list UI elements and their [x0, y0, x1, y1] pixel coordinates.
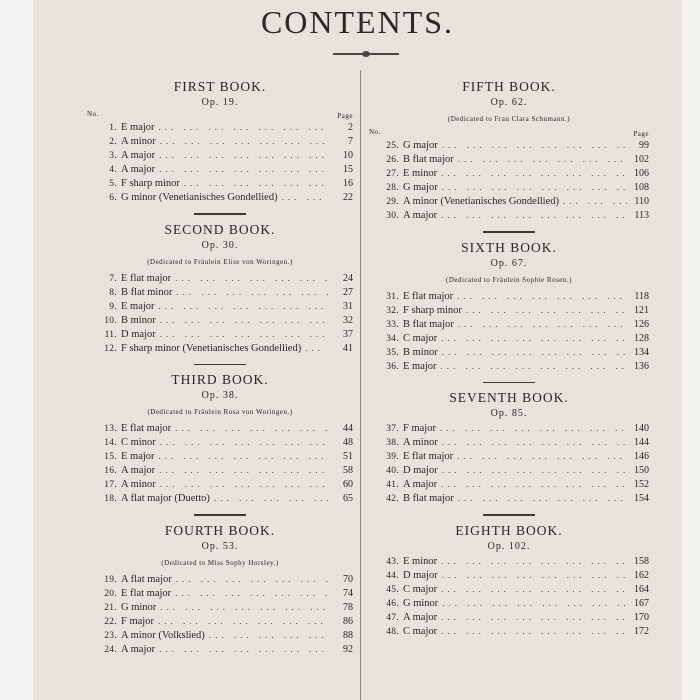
song-key: F sharp minor (Venetianisches Gondellied) — [121, 342, 302, 354]
song-number: 41. — [386, 480, 399, 490]
dot-leader — [155, 463, 331, 477]
page-heading: Page — [337, 112, 353, 120]
song-entry — [369, 449, 649, 463]
page-number: 106 — [634, 168, 649, 179]
dot-leader — [454, 317, 627, 331]
song-number: 24. — [104, 644, 117, 655]
page-number: 108 — [634, 182, 649, 193]
dot-leader — [155, 148, 331, 162]
song-number: 36. — [386, 361, 399, 372]
book-title: FIRST BOOK. — [173, 79, 267, 94]
song-entry — [87, 299, 353, 313]
page-number: 32 — [343, 314, 353, 326]
song-key: E flat major — [403, 451, 454, 462]
song-list — [369, 289, 649, 373]
page-number: 24 — [343, 272, 353, 284]
book-title: SIXTH BOOK. — [461, 239, 557, 255]
opus-number: Op. 30. — [201, 239, 239, 251]
song-key: F major — [403, 423, 436, 434]
page-number: 51 — [343, 451, 353, 462]
dot-leader — [154, 614, 331, 628]
dot-leader — [436, 421, 627, 435]
dot-leader — [180, 176, 331, 190]
song-entry — [369, 180, 649, 194]
dot-leader — [437, 359, 627, 373]
song-key: E major — [121, 300, 155, 312]
dot-leader — [210, 491, 331, 505]
dot-leader — [437, 166, 627, 180]
song-key: A major — [121, 164, 156, 175]
page-number: 126 — [634, 318, 649, 330]
song-key: F sharp minor — [121, 178, 180, 189]
page-number: 158 — [634, 555, 649, 567]
song-number: 47. — [386, 612, 399, 623]
song-number: 38. — [386, 438, 399, 448]
song-number: 35. — [386, 347, 399, 358]
song-entry — [87, 313, 353, 327]
song-entry — [87, 477, 353, 491]
page-number: 102 — [634, 154, 649, 165]
song-number: 5. — [109, 179, 117, 189]
song-number: 48. — [386, 626, 399, 637]
song-entry — [369, 463, 649, 477]
book-section-3 — [87, 371, 353, 505]
book-separator-rule — [483, 382, 535, 384]
dot-leader — [438, 180, 627, 194]
page-number: 78 — [343, 601, 353, 613]
song-number: 9. — [109, 301, 117, 312]
page-number: 140 — [634, 423, 649, 434]
page-number: 48 — [343, 437, 353, 448]
song-key: E flat major — [403, 290, 454, 302]
page-number: 162 — [634, 569, 649, 581]
no-heading: No. — [369, 128, 381, 136]
no-heading: No. — [87, 110, 99, 118]
song-key: A minor (Volkslied) — [121, 629, 205, 641]
page-number: 154 — [634, 493, 649, 504]
page-number: 121 — [634, 304, 649, 316]
dot-leader — [156, 435, 331, 449]
page-number: 113 — [634, 210, 649, 221]
dot-leader — [438, 345, 627, 359]
book-section-4 — [87, 522, 353, 656]
book-separator-rule — [194, 514, 246, 516]
book-separator-rule — [483, 231, 535, 233]
song-key: A major — [121, 643, 156, 655]
song-entry — [87, 491, 353, 505]
song-list — [87, 572, 353, 656]
song-key: E minor — [403, 168, 438, 179]
song-entry — [369, 345, 649, 359]
book-section-8 — [369, 522, 649, 638]
page-number: 150 — [634, 465, 649, 476]
page-number: 136 — [634, 360, 649, 372]
song-entry — [369, 554, 649, 568]
dot-leader — [156, 134, 331, 148]
song-entry — [369, 491, 649, 505]
page-number: 74 — [343, 587, 353, 599]
song-entry — [87, 463, 353, 477]
book-title: THIRD BOOK. — [171, 372, 269, 387]
dot-leader — [559, 194, 627, 208]
song-number: 4. — [109, 165, 117, 175]
song-entry — [369, 194, 649, 208]
dot-leader — [155, 642, 331, 656]
song-entry — [369, 568, 649, 582]
book-section-5 — [369, 78, 649, 222]
song-key: B flat major — [403, 154, 454, 165]
book-section-2 — [87, 221, 353, 355]
opus-number: Op. 38. — [201, 390, 239, 401]
page-number: 170 — [634, 611, 649, 623]
dot-leader — [278, 190, 331, 204]
song-entry — [369, 331, 649, 345]
song-number: 14. — [104, 438, 117, 448]
song-key: A flat major — [121, 573, 172, 585]
page-number: 2 — [348, 122, 353, 133]
song-key: B flat major — [403, 318, 454, 330]
song-number: 27. — [386, 169, 399, 179]
page-number: 110 — [634, 196, 649, 207]
page-number: 144 — [634, 437, 649, 448]
page-number: 118 — [634, 290, 649, 302]
song-list — [87, 120, 353, 204]
dot-leader — [438, 435, 627, 449]
page-number: 10 — [343, 150, 353, 161]
song-key: F sharp minor — [403, 304, 462, 316]
song-number: 12. — [104, 343, 117, 354]
song-key: F major — [121, 615, 154, 627]
dot-leader — [155, 449, 331, 463]
dot-leader — [438, 138, 627, 152]
song-entry — [87, 271, 353, 285]
dot-leader — [437, 331, 627, 345]
book-title: FOURTH BOOK. — [164, 522, 276, 538]
dot-leader — [205, 628, 331, 642]
song-number: 16. — [104, 466, 117, 476]
song-number: 6. — [109, 193, 117, 203]
song-number: 25. — [386, 141, 399, 151]
song-list — [87, 421, 353, 505]
song-number: 21. — [104, 602, 117, 613]
dot-leader — [437, 208, 627, 222]
song-entry — [87, 421, 353, 435]
opus-number: Op. 102. — [487, 540, 531, 552]
song-number: 34. — [386, 333, 399, 344]
song-entry — [369, 166, 649, 180]
page-number: 164 — [634, 583, 649, 595]
song-key: B minor — [403, 346, 438, 358]
dedication: (Dedicated to Frau Clara Schumann.) — [447, 115, 571, 123]
song-key: C major — [403, 332, 438, 344]
song-key: E flat major — [121, 587, 172, 599]
song-key: D major — [403, 569, 438, 581]
song-key: A major — [121, 465, 156, 476]
page-number: 128 — [634, 332, 649, 344]
song-number: 11. — [104, 329, 117, 340]
song-key: A major — [403, 210, 438, 221]
page-number: 134 — [634, 346, 649, 358]
column-headings — [87, 110, 353, 120]
page-number: 15 — [343, 164, 353, 175]
dot-leader — [156, 313, 331, 327]
song-key: A minor — [403, 437, 438, 448]
song-list — [369, 138, 649, 222]
left-column — [87, 72, 353, 656]
song-entry — [87, 586, 353, 600]
song-entry — [87, 341, 353, 355]
song-key: A flat major (Duetto) — [121, 493, 210, 504]
song-entry — [87, 120, 353, 134]
song-number: 19. — [104, 574, 117, 585]
song-entry — [369, 596, 649, 610]
page-heading: Page — [633, 130, 649, 138]
song-entry — [87, 435, 353, 449]
dedication: (Dedicated to Miss Sophy Horsley.) — [161, 558, 279, 567]
dot-leader — [437, 477, 627, 491]
page-number: 41 — [343, 342, 353, 354]
page-margin-right — [682, 0, 700, 700]
song-entry — [369, 582, 649, 596]
dot-leader — [438, 463, 627, 477]
song-key: C major — [403, 583, 438, 595]
dot-leader — [438, 596, 627, 610]
dot-leader — [453, 449, 627, 463]
song-number: 37. — [386, 424, 399, 434]
song-entry — [369, 152, 649, 166]
song-entry — [87, 148, 353, 162]
song-entry — [369, 359, 649, 373]
song-entry — [87, 176, 353, 190]
song-key: C minor — [121, 437, 156, 448]
page-number: 7 — [348, 136, 353, 147]
song-entry — [87, 628, 353, 642]
song-number: 28. — [386, 183, 399, 193]
page-number: 99 — [639, 140, 649, 151]
page-number: 70 — [343, 573, 353, 585]
song-key: G major — [403, 182, 438, 193]
song-list — [369, 421, 649, 505]
book-title: SEVENTH BOOK. — [449, 390, 569, 405]
song-number: 43. — [386, 556, 399, 567]
dot-leader — [438, 568, 627, 582]
song-entry — [87, 162, 353, 176]
song-key: A major — [403, 479, 438, 490]
book-section-1 — [87, 78, 353, 204]
song-entry — [369, 303, 649, 317]
song-key: A major — [403, 611, 438, 623]
song-entry — [369, 624, 649, 638]
song-number: 3. — [109, 151, 117, 161]
song-key: E major — [403, 360, 437, 372]
song-entry — [87, 449, 353, 463]
song-number: 46. — [386, 598, 399, 609]
song-number: 15. — [104, 452, 117, 462]
song-entry — [369, 435, 649, 449]
dot-leader — [171, 586, 331, 600]
song-key: C major — [403, 625, 438, 637]
song-key: G minor — [403, 597, 439, 609]
song-key: E minor — [403, 555, 438, 567]
page-number: 152 — [634, 479, 649, 490]
song-key: G minor — [121, 601, 157, 613]
song-key: G major — [403, 140, 438, 151]
song-entry — [369, 208, 649, 222]
title-ornament-rule — [333, 53, 399, 55]
song-number: 29. — [386, 197, 399, 207]
page-number: 92 — [343, 643, 353, 655]
opus-number: Op. 62. — [490, 97, 528, 108]
dot-leader — [437, 554, 627, 568]
song-entry — [369, 610, 649, 624]
song-number: 40. — [386, 466, 399, 476]
song-key: B flat minor — [121, 286, 173, 298]
page-margin-left — [0, 0, 33, 700]
opus-number: Op. 85. — [490, 408, 528, 419]
song-entry — [87, 285, 353, 299]
dot-leader — [301, 341, 331, 355]
song-entry — [369, 138, 649, 152]
song-number: 13. — [104, 424, 117, 434]
dot-leader — [172, 572, 331, 586]
dot-leader — [437, 624, 627, 638]
song-entry — [87, 134, 353, 148]
song-number: 39. — [386, 452, 399, 462]
column-divider — [360, 70, 361, 700]
dedication: (Dedicated to Fräulein Sophie Rosen.) — [445, 275, 572, 284]
song-number: 44. — [386, 570, 399, 581]
page-number: 22 — [343, 192, 353, 203]
song-number: 10. — [104, 315, 117, 326]
song-entry — [87, 642, 353, 656]
page-number: 44 — [343, 423, 353, 434]
song-key: A minor (Venetianisches Gondellied) — [403, 196, 560, 207]
song-entry — [369, 317, 649, 331]
dot-leader — [172, 285, 331, 299]
song-key: B flat major — [403, 493, 454, 504]
song-key: D major — [121, 328, 156, 340]
song-number: 1. — [109, 123, 117, 133]
song-number: 23. — [104, 630, 117, 641]
opus-number: Op. 67. — [490, 257, 528, 269]
page-number: 167 — [634, 597, 649, 609]
page-number: 146 — [634, 451, 649, 462]
book-title: EIGHTH BOOK. — [455, 522, 563, 538]
dot-leader — [156, 327, 331, 341]
dot-leader — [171, 421, 331, 435]
dot-leader — [454, 152, 627, 166]
book-section-7 — [369, 389, 649, 505]
song-number: 26. — [386, 155, 399, 165]
dot-leader — [437, 610, 627, 624]
page-number: 60 — [343, 479, 353, 490]
song-entry — [369, 477, 649, 491]
dot-leader — [156, 600, 331, 614]
song-number: 7. — [109, 273, 117, 284]
song-number: 20. — [104, 588, 117, 599]
page-number: 16 — [343, 178, 353, 189]
song-number: 33. — [386, 319, 399, 330]
song-number: 22. — [104, 616, 117, 627]
book-section-6 — [369, 239, 649, 373]
song-number: 32. — [386, 305, 399, 316]
contents-page — [33, 0, 682, 700]
dedication: (Dedicated to Fräulein Elise von Woringen.) — [147, 257, 293, 266]
song-entry — [87, 614, 353, 628]
song-number: 8. — [109, 287, 117, 298]
song-number: 18. — [104, 494, 117, 504]
page-number: 65 — [343, 493, 353, 504]
dot-leader — [155, 299, 331, 313]
opus-number: Op. 19. — [201, 97, 239, 108]
song-number: 45. — [386, 584, 399, 595]
song-key: D major — [403, 465, 438, 476]
page-number: 58 — [343, 465, 353, 476]
song-entry — [87, 327, 353, 341]
dot-leader — [437, 582, 627, 596]
book-separator-rule — [483, 514, 535, 516]
song-number: 17. — [104, 480, 117, 490]
dedication: (Dedicated to Fräulein Rosa von Woringen.) — [147, 408, 293, 416]
song-number: 42. — [386, 494, 399, 504]
song-key: E flat major — [121, 423, 172, 434]
page-number: 88 — [343, 629, 353, 641]
book-separator-rule — [194, 213, 246, 215]
dot-leader — [156, 477, 331, 491]
dot-leader — [454, 491, 627, 505]
book-title: FIFTH BOOK. — [462, 79, 556, 94]
dot-leader — [155, 162, 331, 176]
song-entry — [87, 600, 353, 614]
page-number: 86 — [343, 615, 353, 627]
song-key: A minor — [121, 479, 156, 490]
song-key: G minor (Venetianisches Gondellied) — [121, 192, 278, 203]
song-entry — [87, 190, 353, 204]
song-number: 31. — [386, 291, 399, 302]
page-number: 27 — [343, 286, 353, 298]
page-title: CONTENTS. — [260, 4, 455, 40]
book-title: SECOND BOOK. — [164, 221, 276, 237]
dot-leader — [453, 289, 627, 303]
song-key: E flat major — [121, 272, 172, 284]
song-entry — [369, 289, 649, 303]
page-number: 31 — [343, 300, 353, 312]
opus-number: Op. 53. — [201, 540, 239, 552]
book-separator-rule — [194, 364, 246, 366]
dot-leader — [462, 303, 627, 317]
right-column — [369, 72, 649, 638]
song-entry — [369, 421, 649, 435]
song-key: A minor — [121, 136, 156, 147]
song-key: B minor — [121, 314, 156, 326]
song-list — [369, 554, 649, 638]
column-headings — [369, 128, 649, 138]
song-key: A major — [121, 150, 156, 161]
song-number: 2. — [109, 137, 117, 147]
song-list — [87, 271, 353, 355]
page-number: 172 — [634, 625, 649, 637]
dot-leader — [155, 120, 331, 134]
song-key: E major — [121, 122, 155, 133]
song-entry — [87, 572, 353, 586]
song-number: 30. — [386, 211, 399, 221]
dot-leader — [171, 271, 331, 285]
song-key: E major — [121, 451, 155, 462]
page-number: 37 — [343, 328, 353, 340]
